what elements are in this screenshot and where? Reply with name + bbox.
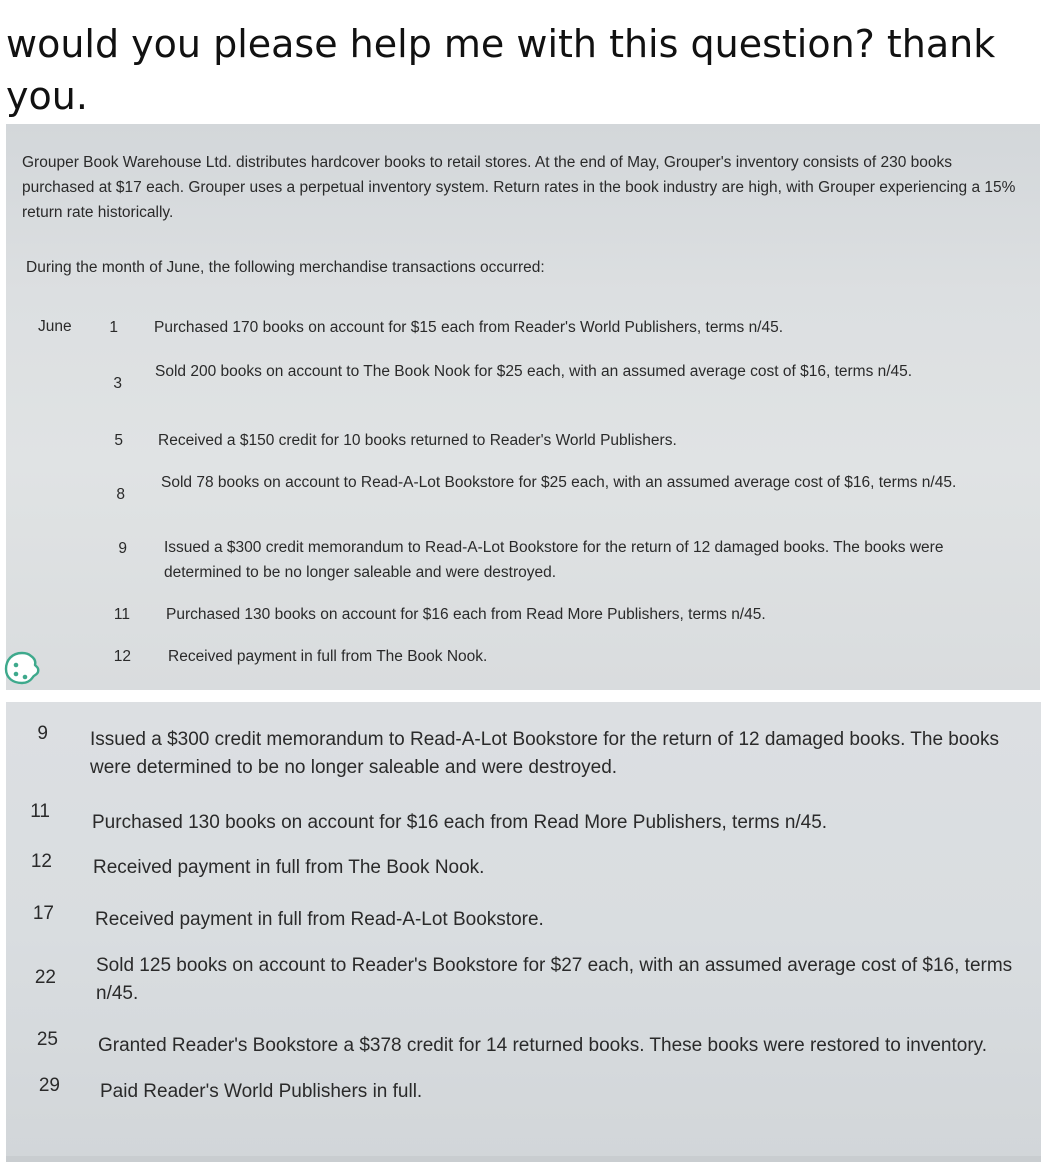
transaction-text: Purchased 170 books on account for $15 each from Reader's World Publishers, terms n/45. [154,319,784,336]
transaction-day: 12 [30,851,52,872]
emoji-sticker-icon[interactable] [3,650,41,686]
transaction-day: 12 [113,648,131,665]
transaction-text: Paid Reader's World Publishers in full. [100,1081,423,1102]
transaction-text: Purchased 130 books on account for $16 each from Read More Publishers, terms n/45. [166,606,766,623]
transaction-day: 9 [118,540,127,557]
problem-intro: Grouper Book Warehouse Ltd. distributes hardcover books to retail stores. At the end of May, Grouper's inventory consists of 230 books purchased at $17 each. Grouper uses a perpetual inventory system. Return rates in the book industry are high, with Grouper experiencing a 15% return rate historically. [22,154,1016,221]
transaction-text: Granted Reader's Bookstore a $378 credit for 14 returned books. These books were restored to inventory. [98,1035,988,1056]
transaction-day: 1 [109,319,118,336]
problem-lead: During the month of June, the following merchandise transactions occurred: [26,259,545,276]
transaction-day: 3 [113,375,122,392]
transaction-text: Received a $150 credit for 10 books returned to Reader's World Publishers. [158,432,677,449]
transaction-text: Received payment in full from The Book Nook. [168,648,488,665]
transaction-day: 22 [34,967,56,988]
transaction-day: 11 [30,801,50,822]
transaction-day: 29 [38,1075,60,1096]
transaction-day: 11 [113,606,130,623]
transaction-text: Received payment in full from The Book Nook. [93,857,485,878]
transaction-text: Received payment in full from Read-A-Lot Bookstore. [95,909,544,930]
question-photo-2[interactable] [6,702,1041,1162]
transaction-day: 5 [114,432,123,449]
transaction-day: 8 [116,486,125,503]
month-label: June [38,318,72,335]
transaction-text: Sold 78 books on account to Read-A-Lot Bookstore for $25 each, with an assumed average cost of $16, terms n/45. [161,474,957,491]
transaction-day: 17 [32,903,54,924]
transaction-text: Issued a $300 credit memorandum to Read-A-Lot Bookstore for the return of 12 damaged books. The books were determined to be no longer saleable and were destroyed. [90,729,1000,778]
transaction-day: 9 [37,723,48,744]
transaction-text: Purchased 130 books on account for $16 each from Read More Publishers, terms n/45. [92,812,828,833]
transaction-text: Issued a $300 credit memorandum to Read-A-Lot Bookstore for the return of 12 damaged books. The books were determined to be no longer saleable and were destroyed. [164,539,944,581]
transaction-day: 25 [36,1029,58,1050]
question-title: would you please help me with this question? thank you. [6,22,996,118]
transaction-text: Sold 200 books on account to The Book Nook for $25 each, with an assumed average cost of $16, terms n/45. [155,363,913,380]
photo-bottom-edge [6,1156,1041,1162]
transaction-text: Sold 125 books on account to Reader's Bookstore for $27 each, with an assumed average cost of $16, terms n/45. [96,955,1013,1004]
question-photo-1[interactable] [6,124,1040,690]
